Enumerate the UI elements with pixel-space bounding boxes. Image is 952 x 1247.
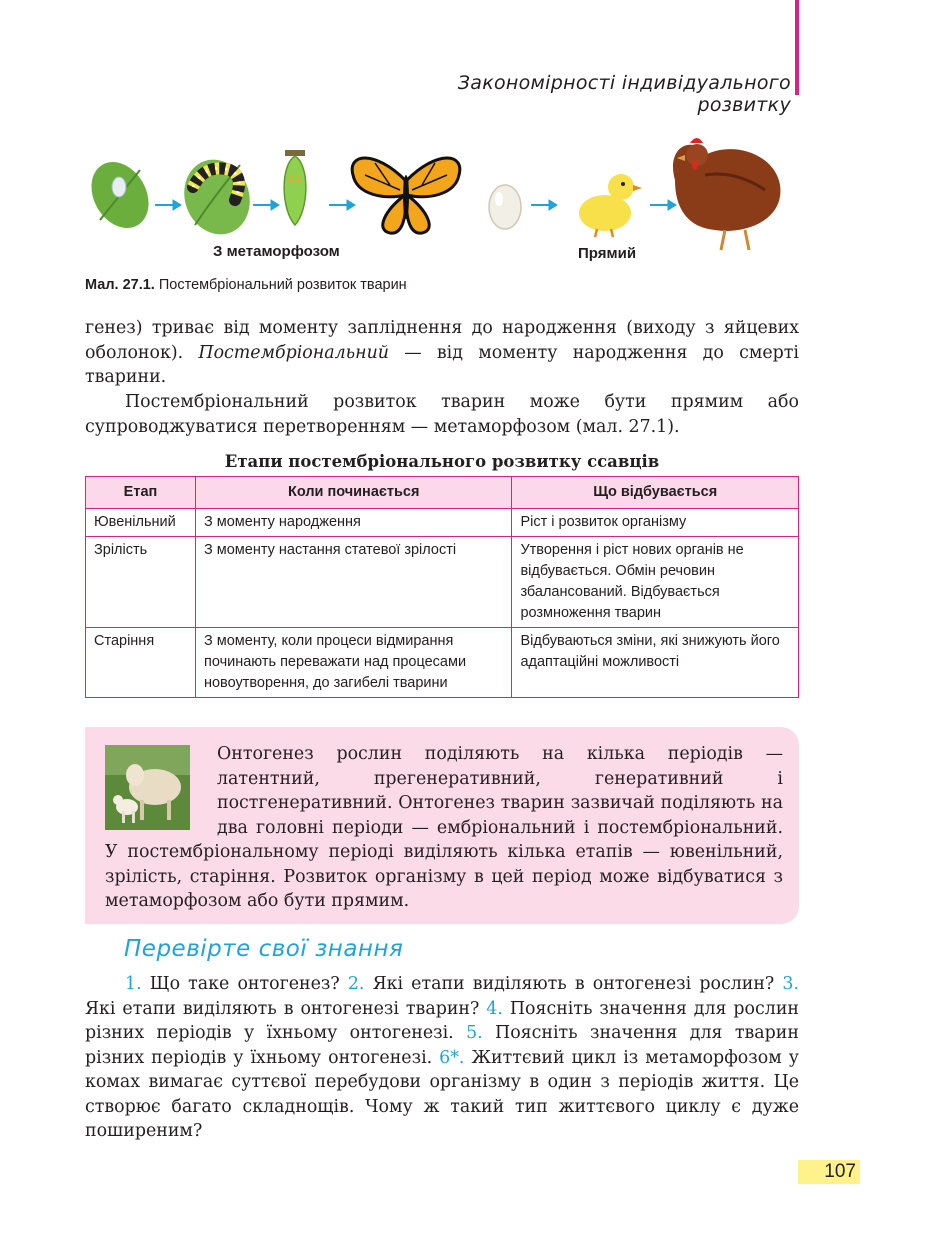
arrow-icon [650,200,676,210]
hen-egg-image [489,185,521,229]
table-cell: Утворення і ріст нових органів не відбувається. Обмін речовин збалансований. Відбувається розмноження тварин [512,537,799,628]
development-illustration [85,125,805,270]
question-text: Що таке онтогенез? [141,974,348,994]
table-cell: З моменту народження [195,509,511,537]
header-when: Коли починається [195,477,511,509]
butterfly-image [352,158,460,233]
header-accent-bar [795,0,799,95]
page-number: 107 [798,1160,860,1184]
question-number: 5. [466,1023,483,1043]
question-text: Життєвий цикл із метаморфозом у комах вимагає суттєвої перебудови організму в один з періодів життя. Це створює багато складнощів. Чому ж такий тип життєвого циклу є дуже поширеним? [85,1047,799,1141]
running-head: Закономірності індивідуального розвитку [457,72,791,116]
question-text: Які етапи виділяють в онтогенезі тварин? [85,998,487,1019]
table-row [86,628,799,698]
table-cell: З моменту настання статевої зрілості [195,537,511,628]
paragraph-1-part-a: генез) триває від моменту запліднення до народження (виходу з яйцевих оболонок). [85,318,799,363]
stages-table [85,476,799,698]
arrow-icon [155,200,181,210]
table-cell: Ювенільний [86,509,196,537]
questions-title: Перевірте свої знання [124,936,404,962]
summary-box [85,727,799,924]
table-row [86,537,799,628]
header-stage: Етап [86,477,196,509]
summary-content: Онтогенез рослин поділяють на кілька періодів — латентний, прегенеративний, генеративний і постгенеративний. Онтогенез тварин зазвичай поділяють на два головні періоди — ембріональний і постембріональний. У постембріональному періоді виділяють кілька етапів — ювенільний, зрілість, старіння. Розвиток організму в цей період може відбуватися з метаморфозом або бути прямим. [105,744,783,911]
table-row [86,509,799,537]
question-text: Поясніть значення для тварин різних періодів у їхньому онтогенезі. [85,1023,799,1068]
caption-text: Постембріональний розвиток тварин [154,277,407,293]
paragraph-2: Постембріональний розвиток тварин може бути прямим або супроводжуватися перетворенням — метаморфозом (мал. 27.1). [85,392,799,437]
header-what: Що відбувається [512,477,799,509]
arrow-icon [253,200,279,210]
egg-on-leaf-image [85,152,160,239]
table-header-row [86,477,799,509]
label-direct: Прямий [578,245,637,262]
chick-image [579,174,642,237]
question-number: 1. [125,974,142,994]
question-number: 6*. [439,1047,465,1068]
paragraph-1 [85,316,799,390]
photo-spacer [105,742,217,836]
arrow-icon [531,200,557,210]
caterpillar-image [174,150,260,243]
question-number: 3. [782,974,799,994]
table-cell: Ріст і розвиток організму [512,509,799,537]
paragraph-1-italic: Постембріональний [198,342,389,363]
table-cell: З моменту, коли процеси відмирання починають переважати над процесами новоутворення, до загибелі тварини [195,628,511,698]
figure-27-1 [85,125,805,270]
figure-caption [85,277,407,293]
question-number: 4. [486,998,503,1019]
table-cell: Зрілість [86,537,196,628]
table-title: Етапи постембріонального розвитку ссавців [224,452,660,471]
question-text: Поясніть значення для рослин різних періодів у їхньому онтогенезі. [85,998,800,1043]
table-cell: Старіння [86,628,196,698]
label-metamorphosis: З метаморфозом [213,243,340,260]
caption-number: Мал. 27.1. [85,277,155,293]
arrow-icon [329,200,355,210]
table-cell: Відбуваються зміни, які знижують його адаптаційні можливості [512,628,799,698]
summary-text [105,742,783,914]
questions-list [85,972,799,1144]
chrysalis-image [284,150,306,225]
paragraph-1-part-b: — від моменту народження до смерті тварини. [85,342,799,387]
question-number: 2. [347,974,365,994]
hen-image [673,138,780,250]
question-text: Які етапи виділяють в онтогенезі рослин? [364,974,783,994]
